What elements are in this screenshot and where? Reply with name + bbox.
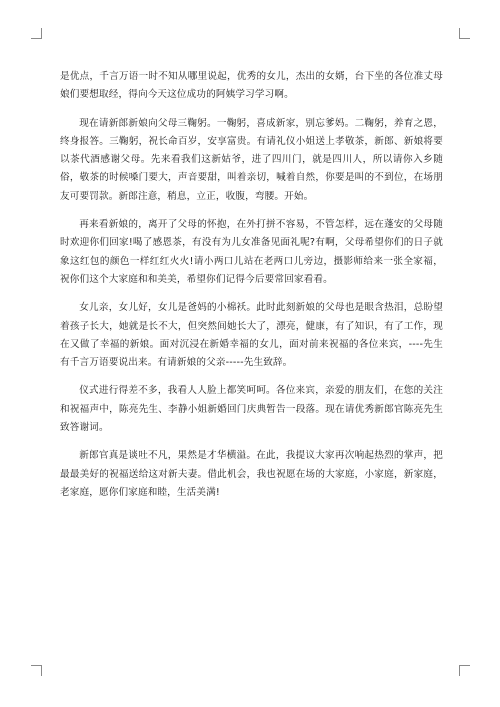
- crop-mark-top-right: [459, 28, 470, 39]
- paragraph: 新郎官真是谈吐不凡，果然是才华横溢。在此，我提议大家再次响起热烈的掌声，把最最美好的祝福送给这对新夫妻。借此机会，我也祝愿在场的大家庭，小家庭，新家庭，老家庭，愿你们家庭和睦，生活美满!: [60, 450, 443, 498]
- crop-mark-bottom-left: [31, 665, 42, 676]
- paragraph: 女儿亲，女儿好，女儿是爸妈的小棉袄。此时此刻新娘的父母也是眼含热泪，总盼望着孩子长大，她就是长不大，但突然间她长大了，漂亮，健康，有了知识，有了工作，现在又做了幸福的新娘。面对沉浸在新婚幸福的女儿，面对前来祝福的各位来宾，----先生有千言万语要说出来。有请新娘的父亲-----先生致辞。: [60, 302, 443, 369]
- crop-mark-bottom-right: [459, 665, 470, 676]
- paragraph: 仪式进行得差不多，我看人人脸上都笑呵呵。各位来宾，亲爱的朋友们，在您的关注和祝福声中，陈亮先生、李静小姐新婚回门庆典暂告一段落。现在请优秀新郎官陈亮先生致答谢词。: [60, 385, 443, 434]
- paragraph: 是优点，千言万语一时不知从哪里说起，优秀的女儿，杰出的女婿，台下坐的各位准丈母娘们要想取经，得向今天这位成功的阿姨学习学习啊。: [60, 71, 443, 101]
- document-body: [60, 68, 443, 512]
- crop-mark-top-left: [31, 28, 42, 39]
- paragraph: 再来看新娘的，离开了父母的怀抱，在外打拼不容易，不管怎样，远在蓬安的父母随时欢迎你们回家!喝了感恩茶，有没有为儿女准备见面礼呢?有啊，父母希望你们的日子就象这红包的颜色一样红红火火!请小两口儿站在老两口儿旁边，摄影师给来一张全家福，祝你们这个大家庭和和美美，希望你们记得今后要常回家看看。: [60, 219, 443, 285]
- paragraph: 现在请新郎新娘向父母三鞠躬。一鞠躬，喜成新家，别忘爹妈。二鞠躬，养育之恩，终身报答。三鞠躬，祝长命百岁，安享富贵。有请礼仪小姐送上孝敬茶，新郎、新娘将要以茶代酒感谢父母。先来看我们这新姑爷，进了四川门，就是四川人，所以请你入乡随俗，敬茶的时候嗓门要大，声音要甜，叫着亲切，喊着自然，你要是叫的不到位，在场朋友可要罚款。新郎注意，稍息，立正，收腹，弯腰。开始。: [60, 117, 443, 202]
